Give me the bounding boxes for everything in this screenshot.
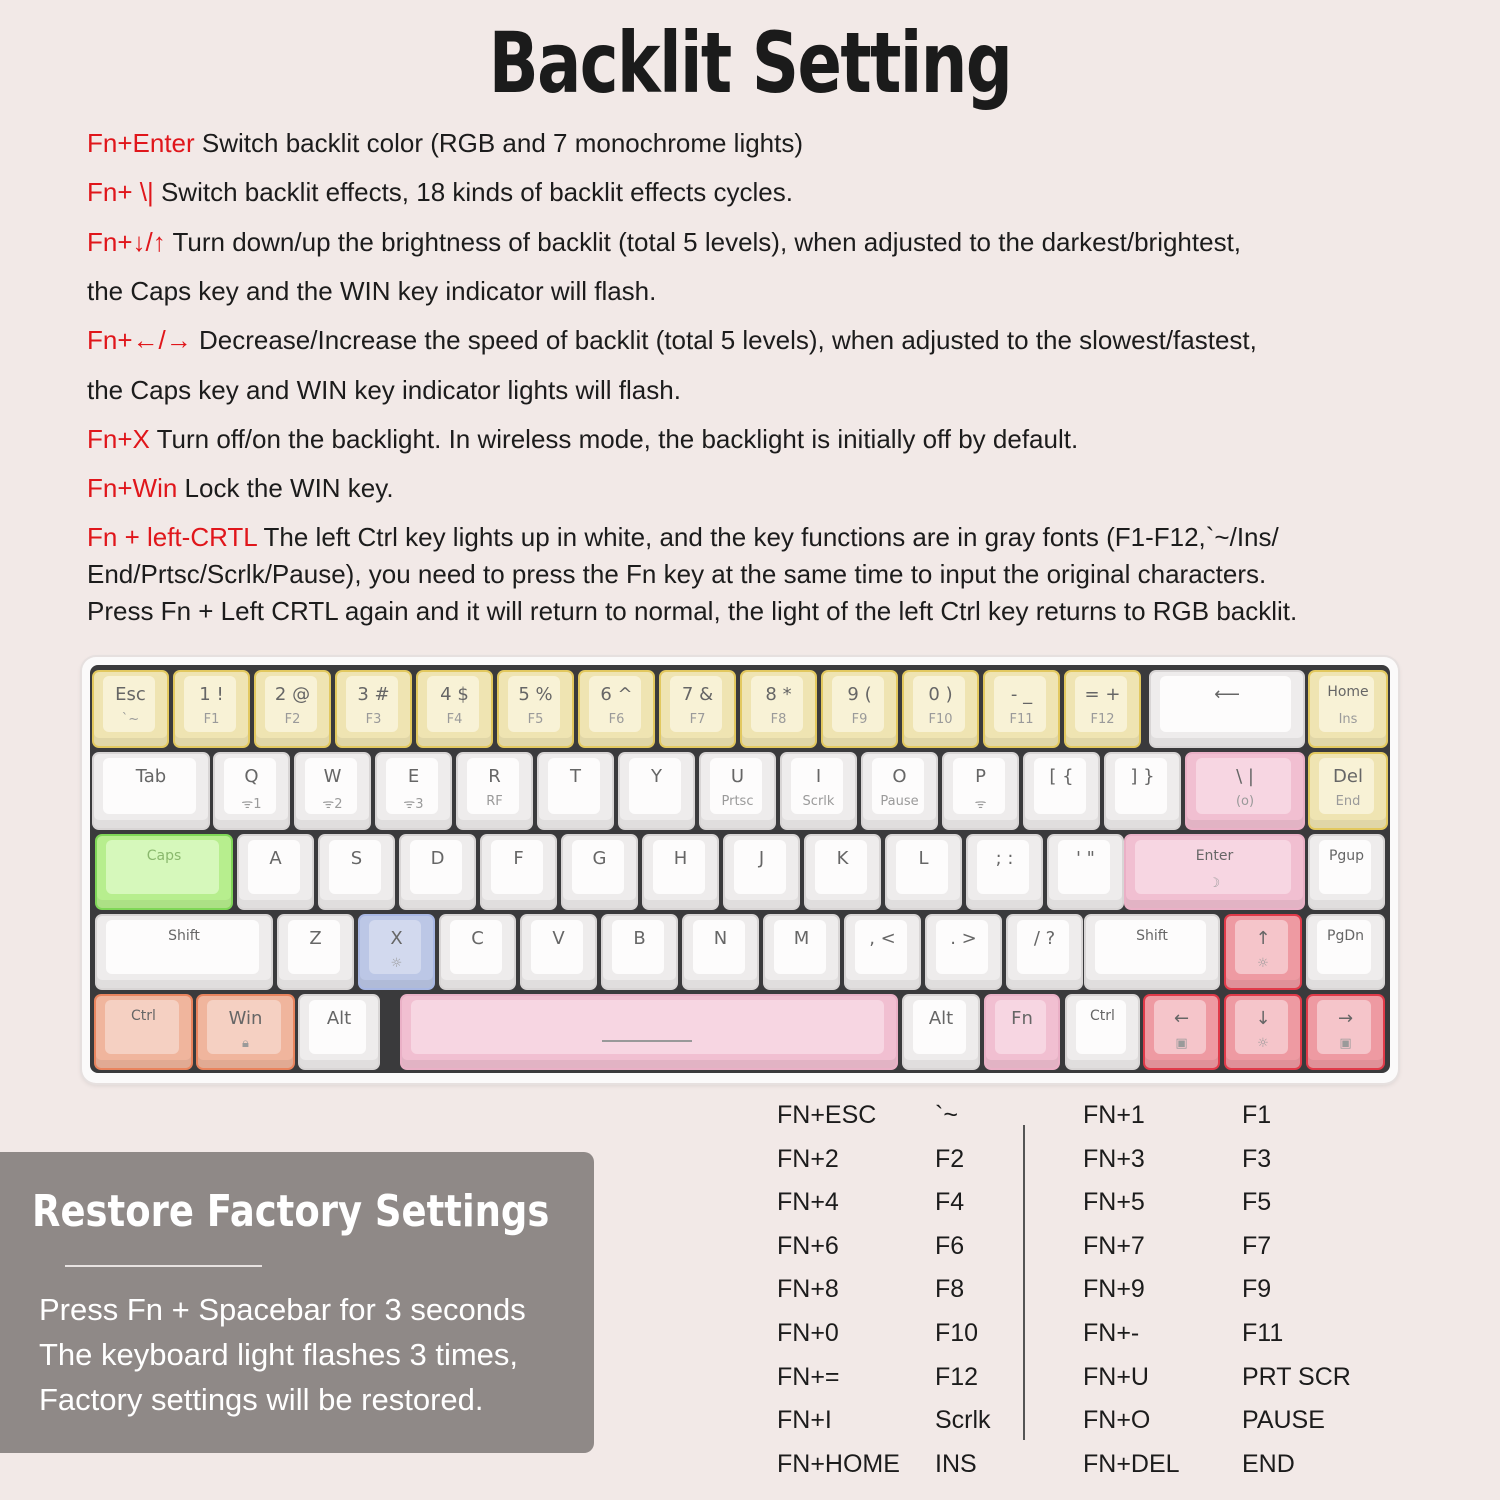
restore-line: Factory settings will be restored.: [39, 1382, 484, 1417]
key-a: [237, 834, 314, 910]
key-legend: R: [488, 766, 501, 787]
key-z: [277, 914, 354, 990]
key-legend: Alt: [928, 1008, 954, 1029]
fn-result: F11: [1242, 1319, 1284, 1347]
key-sub-legend: F9: [851, 712, 868, 727]
key-legend: Fn: [1011, 1008, 1033, 1029]
key-r0k13: [1149, 670, 1305, 748]
key-r0k12: [1064, 670, 1141, 748]
instruction-text: The left Ctrl key lights up in white, and the key functions are in gray fonts (F1-F12,`~/Ins/: [256, 522, 1279, 552]
key-shift: [95, 914, 273, 990]
fn-combo: FN+1: [1083, 1101, 1145, 1129]
key-legend: K: [836, 848, 849, 869]
key-r4k9: [1306, 994, 1385, 1070]
key-legend: ] }: [1130, 766, 1155, 787]
key-win: [196, 994, 295, 1070]
fn-combo: FN+-: [1083, 1319, 1140, 1347]
key-legend: Ctrl: [1090, 1008, 1115, 1024]
key-alt: [298, 994, 380, 1070]
keycap-top: [411, 1000, 884, 1054]
key-legend: ; :: [995, 848, 1014, 869]
key-9: [821, 670, 898, 748]
key-spacebar: [400, 994, 898, 1070]
key-r3k9: [925, 914, 1002, 990]
key-e: [375, 752, 452, 830]
key-legend: D: [430, 848, 445, 869]
key-legend: [ {: [1049, 766, 1074, 787]
key-legend: U: [730, 766, 745, 787]
key-legend: M: [793, 928, 810, 949]
instruction-text: the Caps key and the WIN key indicator will flash.: [87, 276, 657, 306]
key-r4k7: [1143, 994, 1220, 1070]
key-y: [618, 752, 695, 830]
key-ctrl: [1065, 994, 1140, 1070]
instruction-line: [87, 473, 394, 504]
key-sub-legend: F7: [689, 712, 706, 727]
key-d: [399, 834, 476, 910]
restore-line: The keyboard light flashes 3 times,: [39, 1337, 519, 1372]
key-legend: N: [713, 928, 728, 949]
instruction-line: [87, 276, 656, 307]
fn-result: F1: [1242, 1101, 1272, 1129]
key-7: [659, 670, 736, 748]
key-legend: Y: [651, 766, 662, 787]
key-ctrl: [94, 994, 193, 1070]
key-legend: 4 $: [440, 684, 469, 705]
shortcut-key: Fn+←/→: [87, 325, 192, 355]
instruction-text: Turn off/on the backlight. In wireless mode, the backlight is initially off by default.: [149, 424, 1079, 454]
key-legend: →: [1337, 1008, 1354, 1029]
fn-result: END: [1242, 1449, 1295, 1478]
key-sub-legend: F2: [284, 712, 301, 727]
key-legend: I: [815, 766, 822, 787]
key-r0k11: [983, 670, 1060, 748]
instruction-text: Turn down/up the brightness of backlit (total 5 levels), when adjusted to the darkest/brightest,: [165, 227, 1242, 257]
key-legend: F: [513, 848, 524, 869]
key-legend: Caps: [146, 848, 182, 864]
instruction-line: [87, 227, 1241, 258]
fn-result: PRT SCR: [1242, 1362, 1351, 1391]
restore-line: Press Fn + Spacebar for 3 seconds: [39, 1292, 526, 1327]
fn-result: Scrlk: [935, 1406, 991, 1435]
key-b: [601, 914, 678, 990]
key-l: [885, 834, 962, 910]
fn-combo: FN+HOME: [777, 1449, 900, 1478]
instruction-line: [87, 424, 1078, 455]
shortcut-key: Fn+↓/↑: [87, 227, 166, 257]
key-sub-legend: F11: [1009, 712, 1034, 727]
key-sub-legend: F3: [365, 712, 382, 727]
key-pgup: [1308, 834, 1385, 910]
key-s: [318, 834, 395, 910]
fn-combo: FN+I: [777, 1406, 832, 1435]
key-2: [254, 670, 331, 748]
key-legend: 3 #: [357, 684, 390, 705]
key-6: [578, 670, 655, 748]
key-legend: 5 %: [518, 684, 553, 705]
key-legend: 2 @: [274, 684, 311, 705]
key-sub-legend: ☼: [1257, 956, 1269, 971]
instruction-text: Switch backlit effects, 18 kinds of backlit effects cycles.: [153, 177, 793, 207]
key-sub-legend: ☼: [1257, 1036, 1269, 1051]
instruction-line: [87, 128, 803, 159]
fn-result: INS: [935, 1449, 977, 1478]
shortcut-key: Fn+Enter: [87, 128, 195, 158]
key-legend: Ctrl: [131, 1008, 156, 1024]
key-legend: Shift: [168, 928, 200, 944]
key-legend: 6 ^: [600, 684, 633, 705]
key-x: [358, 914, 435, 990]
key-legend: V: [552, 928, 565, 949]
key-g: [561, 834, 638, 910]
restore-title: Restore Factory Settings: [32, 1186, 550, 1237]
key-legend: / ?: [1033, 928, 1056, 949]
key-sub-legend: ▣: [1175, 1036, 1188, 1051]
fn-combo: FN+9: [1083, 1275, 1145, 1304]
key-sub-legend: F8: [770, 712, 787, 727]
key-legend: T: [570, 766, 581, 787]
key-legend: O: [892, 766, 907, 787]
key-legend: Enter: [1195, 848, 1234, 864]
instruction-text: End/Prtsc/Scrlk/Pause), you need to press the Fn key at the same time to input the original characters.: [87, 559, 1267, 589]
key-legend: . >: [950, 928, 977, 949]
spacebar-mark: [602, 1040, 692, 1042]
shortcut-key: Fn+ \|: [87, 177, 154, 207]
key-fn: [984, 994, 1060, 1070]
fn-result: F12: [935, 1362, 979, 1391]
key-sub-legend: ▣: [1339, 1036, 1352, 1051]
instruction-text: Decrease/Increase the speed of backlit (total 5 levels), when adjusted to the slowest/fastest,: [191, 325, 1257, 355]
fn-result: F3: [1242, 1144, 1272, 1173]
fn-result: F5: [1242, 1188, 1272, 1217]
key-legend: 0 ): [928, 684, 953, 705]
fn-result: F7: [1242, 1231, 1272, 1260]
key-r1k11: [1023, 752, 1100, 830]
key-sub-legend: F5: [527, 712, 544, 727]
key-legend: , <: [869, 928, 896, 949]
key-legend: = +: [1084, 684, 1121, 705]
key-del: [1308, 752, 1388, 830]
key-u: [699, 752, 776, 830]
key-r4k8: [1224, 994, 1302, 1070]
fn-combo: FN+=: [777, 1362, 840, 1391]
key-sub-legend: F1: [203, 712, 220, 727]
fn-combo: FN+8: [777, 1275, 839, 1304]
key-h: [642, 834, 719, 910]
key-legend: Del: [1333, 766, 1363, 787]
fn-result: `~: [935, 1101, 958, 1129]
instruction-text: the Caps key and WIN key indicator lights will flash.: [87, 375, 681, 405]
key-legend: ↓: [1255, 1008, 1271, 1029]
fn-combo: FN+5: [1083, 1188, 1145, 1217]
key-sub-legend: ᯤ2: [322, 797, 343, 812]
fn-result: PAUSE: [1242, 1406, 1325, 1435]
key-sub-legend: Prtsc: [721, 794, 754, 809]
instruction-line: [87, 325, 1257, 356]
instruction-line: [87, 559, 1266, 590]
key-legend: Tab: [135, 766, 167, 787]
key-legend: Pgup: [1328, 848, 1365, 864]
key-legend: 9 (: [847, 684, 872, 705]
key-m: [763, 914, 840, 990]
key-r1k13: [1185, 752, 1305, 830]
key-legend: L: [918, 848, 929, 869]
fn-result: F6: [935, 1231, 965, 1260]
fn-combo: FN+0: [777, 1319, 839, 1347]
key-sub-legend: ᯤ1: [241, 797, 262, 812]
key-legend: PgDn: [1327, 928, 1364, 944]
key-w: [294, 752, 371, 830]
key-sub-legend: Pause: [880, 794, 919, 809]
key-caps: [95, 834, 233, 910]
key-p: [942, 752, 1019, 830]
fn-combo: FN+2: [777, 1144, 839, 1173]
key-tab: [92, 752, 210, 830]
key-sub-legend: F10: [928, 712, 953, 727]
key-legend: S: [350, 848, 363, 869]
restore-divider: [65, 1265, 262, 1267]
key-r3k8: [844, 914, 921, 990]
key-4: [416, 670, 493, 748]
key-legend: B: [633, 928, 646, 949]
key-legend: ' ": [1076, 848, 1095, 869]
key-sub-legend: `~: [121, 712, 140, 727]
key-c: [439, 914, 516, 990]
key-legend: Shift: [1136, 928, 1168, 944]
key-r3k12: [1224, 914, 1302, 990]
key-sub-legend: F12: [1090, 712, 1115, 727]
instruction-text: Press Fn + Left CRTL again and it will return to normal, the light of the left Ctrl key returns to RGB backlit.: [87, 596, 1298, 626]
instruction-text: Lock the WIN key.: [177, 473, 394, 503]
key-i: [780, 752, 857, 830]
page-title: Backlit Setting: [488, 14, 1012, 112]
instruction-line: [87, 177, 793, 208]
fn-result: F10: [935, 1319, 979, 1347]
key-legend: Z: [309, 928, 322, 949]
key-legend: - _: [1010, 684, 1033, 705]
key-n: [682, 914, 759, 990]
key-5: [497, 670, 574, 748]
fn-table-divider: [1023, 1125, 1025, 1440]
key-enter: [1124, 834, 1305, 910]
key-pgdn: [1306, 914, 1385, 990]
key-legend: X: [390, 928, 403, 949]
key-sub-legend: (o): [1235, 794, 1255, 809]
key-0: [902, 670, 979, 748]
key-legend: \ |: [1236, 766, 1254, 787]
fn-combo: FN+U: [1083, 1362, 1149, 1391]
fn-combo: FN+3: [1083, 1144, 1145, 1173]
key-r2k11: [1047, 834, 1124, 910]
fn-combo: FN+4: [777, 1188, 839, 1217]
key-r1k12: [1104, 752, 1181, 830]
fn-combo: FN+7: [1083, 1231, 1145, 1260]
fn-result: F8: [935, 1275, 965, 1304]
key-1: [173, 670, 250, 748]
key-legend: A: [269, 848, 282, 869]
key-home: [1308, 670, 1388, 748]
key-sub-legend: RF: [486, 794, 503, 809]
key-q: [213, 752, 290, 830]
key-esc: [92, 670, 169, 748]
shortcut-key: Fn + left-CRTL: [87, 522, 257, 552]
instruction-line: [87, 522, 1279, 553]
key-legend: G: [592, 848, 607, 869]
key-legend: Home: [1327, 684, 1369, 700]
key-legend: Win: [228, 1008, 263, 1029]
key-sub-legend: Scrlk: [802, 794, 835, 809]
key-legend: 8 *: [765, 684, 792, 705]
fn-combo: FN+ESC: [777, 1101, 877, 1129]
key-legend: W: [323, 766, 342, 787]
fn-combo: FN+O: [1083, 1406, 1151, 1435]
key-sub-legend: ☽: [1208, 876, 1221, 891]
fn-result: F2: [935, 1144, 965, 1173]
key-sub-legend: ᯤ3: [403, 797, 424, 812]
fn-combo: FN+6: [777, 1231, 839, 1260]
key-legend: P: [975, 766, 986, 787]
instruction-line: [87, 375, 681, 406]
key-sub-legend: F4: [446, 712, 463, 727]
key-j: [723, 834, 800, 910]
key-o: [861, 752, 938, 830]
key-legend: Alt: [326, 1008, 352, 1029]
key-legend: Esc: [115, 684, 146, 705]
key-r: [456, 752, 533, 830]
key-legend: 1 !: [199, 684, 224, 705]
key-legend: E: [407, 766, 420, 787]
key-8: [740, 670, 817, 748]
fn-combo: FN+DEL: [1083, 1449, 1180, 1478]
key-legend: ←: [1173, 1008, 1190, 1029]
key-legend: C: [471, 928, 484, 949]
key-legend: J: [758, 848, 765, 869]
key-sub-legend: End: [1335, 794, 1361, 809]
key-r3k10: [1006, 914, 1083, 990]
key-t: [537, 752, 614, 830]
key-k: [804, 834, 881, 910]
key-sub-legend: F6: [608, 712, 625, 727]
fn-result: F9: [1242, 1275, 1272, 1304]
shortcut-key: Fn+X: [87, 424, 150, 454]
key-sub-legend: ᯤ: [974, 797, 987, 812]
key-sub-legend: Ins: [1338, 712, 1358, 727]
fn-result: F4: [935, 1188, 965, 1217]
instruction-text: Switch backlit color (RGB and 7 monochrome lights): [194, 128, 804, 158]
key-legend: ↑: [1255, 928, 1271, 949]
key-legend: Q: [244, 766, 259, 787]
shortcut-key: Fn+Win: [87, 473, 178, 503]
key-legend: H: [673, 848, 688, 869]
key-sub-legend: 🔒︎: [242, 1036, 249, 1051]
key-sub-legend: ☼: [390, 956, 403, 971]
key-f: [480, 834, 557, 910]
instruction-line: [87, 596, 1297, 627]
key-v: [520, 914, 597, 990]
key-shift: [1084, 914, 1220, 990]
key-alt: [902, 994, 980, 1070]
key-legend: 7 &: [681, 684, 714, 705]
key-r2k10: [966, 834, 1043, 910]
key-3: [335, 670, 412, 748]
key-legend: ⟵: [1214, 684, 1240, 705]
